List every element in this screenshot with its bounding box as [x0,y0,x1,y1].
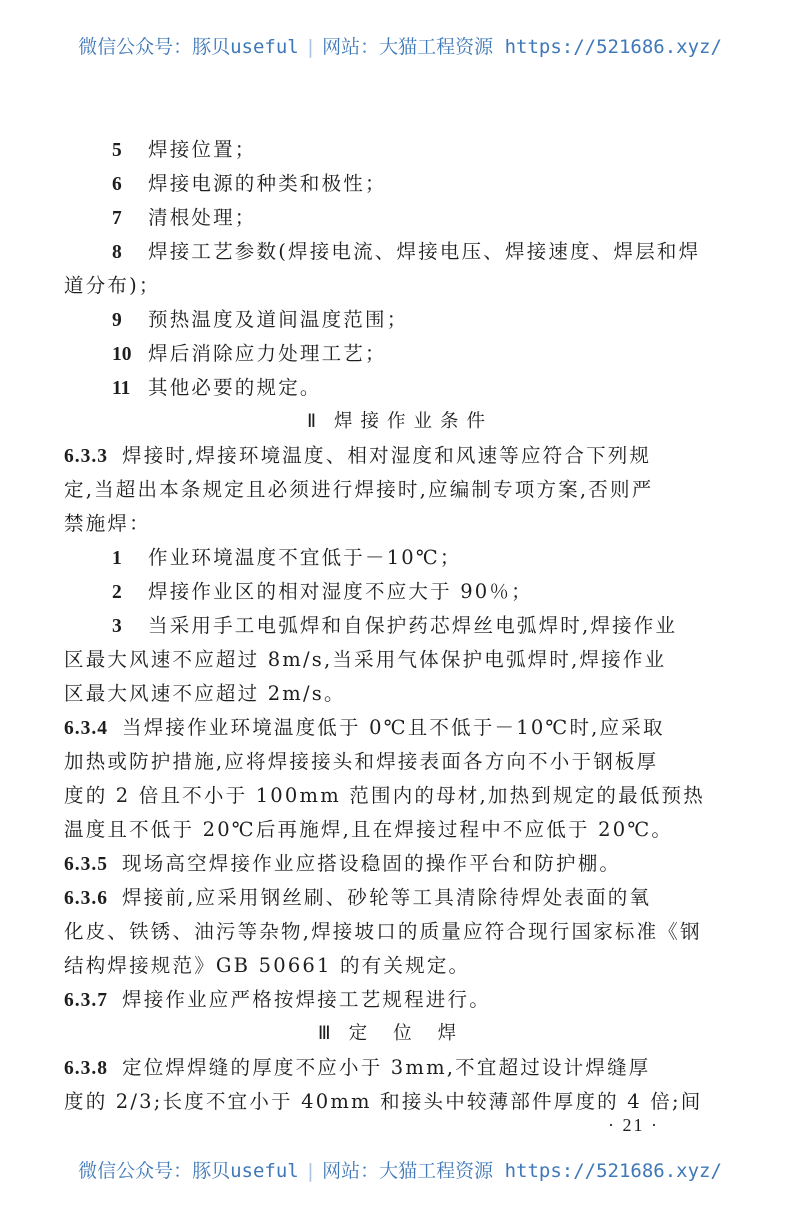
clause-text: 当焊接作业环境温度低于 0℃且不低于－10℃时,应采取 [122,716,665,739]
section-numeral: Ⅲ [317,1024,331,1044]
item-text: 当采用手工电弧焊和自保护药芯焊丝电弧焊时,焊接作业 [148,614,678,637]
watermark-separator: | [304,1160,317,1182]
section-title: 焊接作业条件 [334,411,494,432]
list-item [64,337,736,371]
clause-number: 6.3.5 [64,854,108,875]
clause-6-3-4 [64,711,736,745]
item-text: 焊接电源的种类和极性； [148,172,387,195]
clause-text: 焊接作业应严格按焊接工艺规程进行。 [122,988,491,1011]
item-text: 作业环境温度不宜低于－10℃； [148,546,462,569]
list-item [64,371,736,405]
clause-text: 焊接时,焊接环境温度、相对湿度和风速等应符合下列规 [122,444,652,467]
item-number: 7 [112,208,122,229]
item-text: 预热温度及道间温度范围； [148,308,409,331]
clause-number: 6.3.7 [64,990,108,1011]
item-number: 5 [112,140,122,161]
clause-6-3-8 [64,1051,736,1085]
clause-6-3-5 [64,847,736,881]
clause-text: 现场高空焊接作业应搭设稳固的操作平台和防护棚。 [122,852,622,875]
item-number: 6 [112,174,122,195]
clause-text: 焊接前,应采用钢丝刷、砂轮等工具清除待焊处表面的氧 [122,886,652,909]
page-number: · 21 · [608,1115,659,1135]
watermark-bottom [0,1156,800,1183]
list-item [64,235,736,269]
list-item [64,609,736,643]
section-heading-2 [64,405,736,439]
item-number: 3 [112,616,122,637]
item-number: 10 [112,344,132,365]
list-item [64,201,736,235]
clause-line: 结构焊接规范》GB 50661 的有关规定。 [64,954,471,977]
clause-number: 6.3.4 [64,718,108,739]
clause-line: 定,当超出本条规定且必须进行焊接时,应编制专项方案,否则严 [64,478,654,501]
watermark-separator: | [304,36,317,58]
item-text: 焊接位置； [148,138,257,161]
clause-text: 定位焊焊缝的厚度不应小于 3mm,不宜超过设计焊缝厚 [122,1056,651,1079]
item-number: 9 [112,310,122,331]
item-text: 其他必要的规定。 [148,376,322,399]
clause-number: 6.3.8 [64,1058,108,1079]
watermark-website: 网站：大猫工程资源 https://521686.xyz/ [322,36,722,58]
item-text: 焊后消除应力处理工艺； [148,342,387,365]
list-item [64,575,736,609]
section-title: 定位焊 [348,1023,483,1044]
item-number: 2 [112,582,122,603]
clause-line: 加热或防护措施,应将焊接接头和焊接表面各方向不小于钢板厚 [64,750,659,773]
document-page [64,133,736,1119]
list-item [64,167,736,201]
item-number: 11 [112,378,131,399]
clause-6-3-3 [64,439,736,473]
watermark-wechat: 微信公众号：豚贝useful [78,36,299,58]
item-text: 焊接工艺参数(焊接电流、焊接电压、焊接速度、焊层和焊 [148,240,701,263]
item-number: 1 [112,548,122,569]
list-item [64,541,736,575]
clause-line: 度的 2/3;长度不宜小于 40mm 和接头中较薄部件厚度的 4 倍;间 [64,1090,703,1113]
clause-line: 度的 2 倍且不小于 100mm 范围内的母材,加热到规定的最低预热 [64,784,705,807]
clause-number: 6.3.3 [64,446,108,467]
watermark-wechat: 微信公众号：豚贝useful [78,1160,299,1182]
clause-6-3-7 [64,983,736,1017]
list-item [64,303,736,337]
list-item [64,133,736,167]
clause-line: 温度且不低于 20℃后再施焊,且在焊接过程中不应低于 20℃。 [64,818,674,841]
item-text: 清根处理； [148,206,257,229]
item-text: 焊接作业区的相对湿度不应大于 90％； [148,580,533,603]
section-heading-3 [64,1017,736,1051]
list-item-continuation: 区最大风速不应超过 8m/s,当采用气体保护电弧焊时,焊接作业 [64,648,667,671]
clause-6-3-6 [64,881,736,915]
list-item-continuation: 道分布)； [64,274,161,297]
watermark-top [0,32,800,59]
item-number: 8 [112,242,122,263]
watermark-website: 网站：大猫工程资源 https://521686.xyz/ [322,1160,722,1182]
clause-number: 6.3.6 [64,888,108,909]
list-item-continuation: 区最大风速不应超过 2m/s。 [64,682,346,705]
section-numeral: Ⅱ [306,412,317,432]
clause-line: 禁施焊： [64,512,151,535]
clause-line: 化皮、铁锈、油污等杂物,焊接坡口的质量应符合现行国家标准《钢 [64,920,702,943]
